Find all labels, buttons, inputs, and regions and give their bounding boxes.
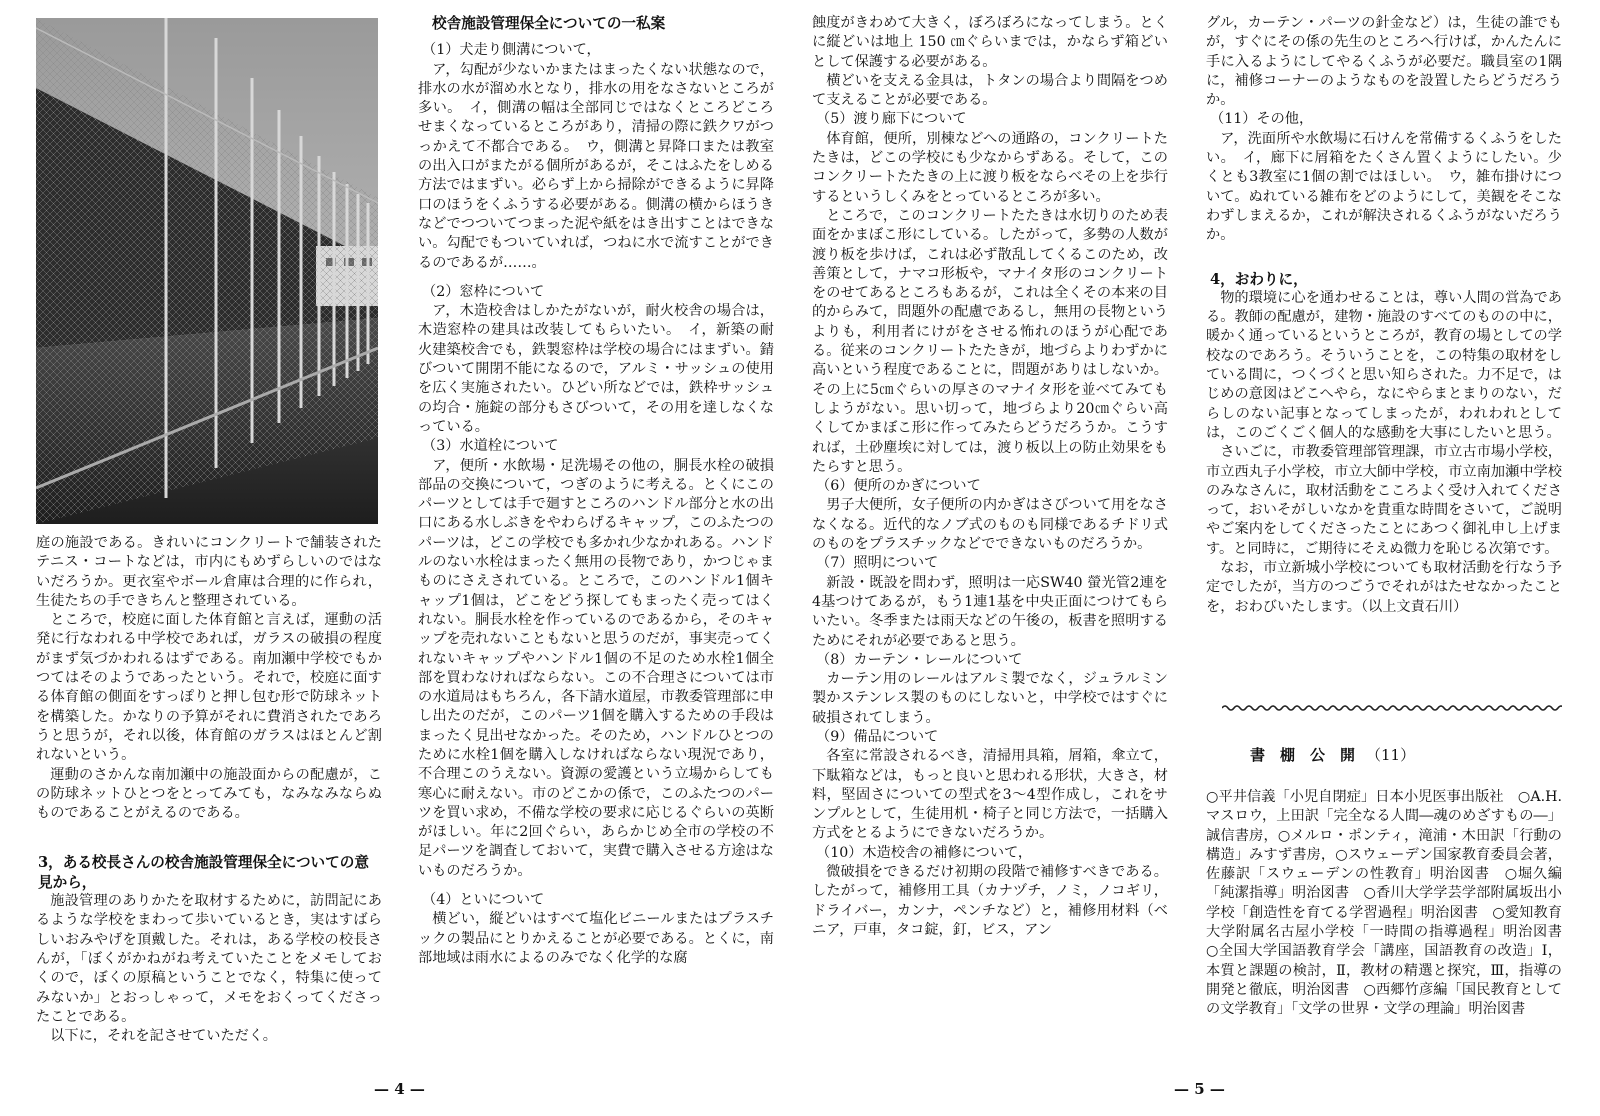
- item-heading: （11）その他，: [1210, 111, 1314, 128]
- paragraph: 各室に常設されるべき，清掃用具箱，屑箱，傘立て，下駄箱などは，もっと良いと思われる形状，大きさ，材料，堅固さについての型式を3～4型作成し，これをサンプルとして，生徒用机・椅子と同じ方法で，一括購入方式をとるようにできないだろうか。: [812, 748, 1168, 842]
- paragraph: 新設・既設を問わず，照明は一応SW40 螢光管2連を4基つけてあるが，もう1連1基を中央正面につけてもらいたい。冬季または雨天などの午後の，板書を照明するためにそれが必要であると思う。: [812, 574, 1168, 649]
- article-title: 校舎施設管理保全についての一私案: [432, 15, 666, 32]
- paragraph: ところで，このコンクリートたたきは水切りのため表面をかまぼこ形にしている。したがって，多勢の人数が渡り板を歩けば，これは必ず散乱してくるこのため，改善策として，ナマコ形板や，マナイタ形のコンクリートをのせてあるところもあるが，これは全くその本来の目的からみて，問題外の配慮であるし，無用の長物というよりも，利用者にけがをさせる怖れのほうが心配である。従来のコンクリートたたきが，地づらよりわずかに高いという程度であることに，問題がありはしないか。その上に5㎝ぐらいの厚さのマナイタ形を並べてみてもしようがない。思い切って，地づらより20㎝ぐらい高くしてかまぼこ形に作ってみたらどうだろうか。こうすれば，土砂塵埃に対しては，渡り板以上の防止効果をもたらすと思う。: [812, 207, 1168, 475]
- paragraph: 運動のさかんな南加瀬中の施設面からの配慮が，この防球ネットひとつをとってみても，なみなみならぬものであることがえるのである。: [36, 766, 382, 822]
- paragraph: 男子大便所，女子便所の内かぎはさびついて用をなさなくなる。近代的なノブ式のものも同様であるチドリ式のものをプラスチックなどでできないものだろうか。: [812, 497, 1168, 553]
- page-number-4: — 4 —: [374, 1080, 425, 1098]
- paragraph: ア，便所・水飲場・足洗場その他の，胴長水栓の破損部品の交換について，つぎのように考える。とくにこのパーツとしては手で廻すところのハンドル部分と水の出口にある水しぶきをやわらげるキャップ，このふたつのパーツは，どこの学校でも多かれ少なかれある。ハンドルのない水栓はまったく無用の長物であり，かつじゃまものにさえされている。ところで，このハンドル1個キャップ1個は，どこをどう探してもまったく売ってはくれない。胴長水栓を作っているのであるから，そのキャップを売れないこともないと思うのだが，事実売ってくれないキャップやハンドル1個の不足のため水栓1個全部を買わなければならない。この不合理さについては市の水道局はもちろん，各下請水道屋，市教委管理部に申し出たのだが，このパーツ1個を購入するための手段はまったく見出せなかった。そのため，ハンドルひとつのために水栓1個を購入しなければならない現況であり，不合理このうえない。資源の愛護という立場からしても寒心に耐えない。市のどこかの係で，このふたつのパーツを買い求め，不備な学校の要求に応じるぐらいの英断がほしい。年に2回ぐらい，あらかじめ全市の学校の不足パーツを調査しておいて，実費で購入させる方途はないものだろうか。: [418, 457, 774, 879]
- column-4: [1206, 14, 1562, 617]
- item-heading: （9）備品について: [816, 728, 939, 745]
- item-heading: （7）照明について: [816, 555, 939, 572]
- item-heading: （2）窓枠について: [422, 283, 545, 300]
- paragraph: なお，市立新城小学校についても取材活動を行なう予定でしたが，当方のつごうでそれがはたせなかったことを，おわびいたします。（以上文責石川）: [1206, 560, 1562, 615]
- paragraph: 施設管理のありかたを取材するために，訪問記にあるような学校をまわって歩いているとき，実はすばらしいおみやげを頂戴した。それは，ある学校の校長さんが，「ぼくがかねがね考えていたことをメモしておくので，ぼくの原稿ということでなく，特集に使ってみないか」とおっしゃって，メモをおくってくださったことである。: [36, 893, 382, 1025]
- paragraph: 以下に，それを記させていただく。: [50, 1028, 277, 1045]
- item-heading: （1）犬走り側溝について，: [422, 42, 601, 59]
- paragraph: 庭の施設である。きれいにコンクリートで舗装されたテニス・コートなどは，市内にもめずらしいのではないだろうか。更衣室やボール倉庫は合理的に作られ，生徒たちの手できちんと整理されている。: [36, 535, 382, 609]
- paragraph: ところで，校庭に面した体育館と言えば，運動の活発に行なわれる中学校であれば，ガラスの破損の程度がまず気づかわれるはずである。南加瀬中学校でもかつてはそのようであったという。それで，校庭に面する体育館の側面をすっぽりと押し包む形で防球ネットを構築した。かなりの予算がそれに費消されたであろうと思うが，それ以後，体育館のガラスはほとんど割れないという。: [36, 612, 382, 764]
- paragraph: 横どい，縦どいはすべて塩化ビニールまたはプラスチックの製品にとりかえることが必要である。とくに，南部地域は雨水によるのみでなく化学的な腐: [418, 911, 774, 966]
- item-heading: （10）木造校舎の補修について，: [816, 844, 1033, 861]
- column-1: [36, 534, 382, 1046]
- paragraph: 微破損をできるだけ初期の段階で補修すべきである。したがって，補修用工具（カナヅチ，ノミ，ノコギリ，ドライバー，カンナ，ペンチなど）と，補修用材料（ベニア，戸車，タコ錠，釘，ビス，アン: [812, 864, 1168, 938]
- item-heading: （8）カーテン・レールについて: [816, 651, 1023, 668]
- paragraph: グル，カーテン・パーツの針金など）は，生徒の誰でもが，すぐにその係の先生のところへ行けば，かんたんに手に入るようにしてやるくふうが必要だ。職員室の1隅に，補修コーナーのようなものを設置したらどうだろうか。: [1206, 15, 1562, 109]
- photo-tennis-court-fence: [36, 18, 378, 524]
- fence-photo-graphic: [36, 18, 378, 524]
- paragraph: 体育館，便所，別棟などへの通路の，コンクリートたたきは，どこの学校にも少なからずある。そして，このコンクリートたたきの上に渡り板をならべその上を歩行するというしくみをとっているところが多い。: [812, 130, 1168, 205]
- paragraph: ア，木造校舎はしかたがないが，耐火校舎の場合は，木造窓枠の建具は改装してもらいたい。 イ，新築の耐火建築校舎でも，鉄製窓枠は学校の場合にはまずい。錆びついて開閉不能になるので，アルミ・サッシュの使用を広く実施されたい。ひどい所などでは，鉄枠サッシュの均合・施錠の部分もさびついて，その用を達しなくなっている。: [418, 303, 774, 435]
- bookshelf-number: （11）: [1366, 746, 1416, 764]
- bookshelf-list: ○平井信義「小児自閉症」日本小児医事出版社 ○A.H.マスロウ，上田訳「完全なる人間―魂のめざすもの―」誠信書房，○メルロ・ポンティ，滝浦・木田訳「行動の構造」みすず書房，○スウェーデン国家教育委員会著，佐藤訳「スウェーデンの性教育」明治図書 ○堀久編「純潔指導」明治図書 ○香川大学学芸学部附属坂出小学校「創造性を育てる学習過程」明治図書 ○愛知教育大学附属名古屋小学校「一時間の指導過程」明治図書 ○全国大学国語教育学会「講座，国語教育の改造」Ⅰ，本質と課題の検討，Ⅱ，教材の精選と探究，Ⅲ，指導の開発と徹底，明治図書 ○西郷竹彦編「国民教育としての文学教育」「文学の世界・文学の理論」明治図書: [1206, 789, 1577, 1018]
- item-heading: （6）便所のかぎについて: [816, 478, 981, 495]
- page-number-5: — 5 —: [1174, 1080, 1225, 1098]
- section-4-heading: 4，おわりに，: [1210, 270, 1308, 288]
- bookshelf-header: [1206, 744, 1562, 774]
- paragraph: カーテン用のレールはアルミ製でなく，ジュラルミン製かステンレス製のものにしないと，中学校ではすぐに破損されてしまう。: [812, 671, 1168, 726]
- item-heading: （5）渡り廊下について: [816, 111, 967, 128]
- paragraph: ア，洗面所や水飲場に石けんを常備するくふうをしたい。 イ，廊下に屑箱をたくさん置くようにしたい。少くとも3教室に1個の割ではほしい。 ウ，雑布掛けについて。ぬれている雑布をどのようにして，美観をそこなわずしまえるか，これが解決されるくふうがないだろうか。: [1206, 130, 1562, 244]
- column-3: [812, 14, 1168, 940]
- bookshelf-title: 書 棚 公 開: [1250, 746, 1356, 764]
- section-3-heading: 3，ある校長さんの校舎施設管理保全についての意見から，: [38, 854, 369, 891]
- paragraph: ア，勾配が少ないかまたはまったくない状態なので，排水の水が溜め水となり，排水の用をなさないところが多い。 イ，側溝の幅は全部同じではなくところどころせまくなっているところがあり，清掃の際に鉄クワがつっかえて不都合である。 ウ，側溝と昇降口または教室の出入口がまたがる個所があるが，そこはふたをしめる方法ではまずい。必らず上から掃除ができるように昇降口のほうをくふうする必要がある。側溝の横からほうきなどでつついてつまった泥や紙をはき出すことはできない。勾配でもついていれば，つねに水で流すことができるのであるが……。: [418, 61, 774, 271]
- item-heading: （3）水道栓について: [422, 438, 559, 455]
- paragraph: さいごに，市教委管理部管理課，市立古市場小学校，市立西丸子小学校，市立大師中学校，市立南加瀬中学校のみなさんに，取材活動をこころよく受け入れてくださって，おいそがしいなかを貴重な時間をさいて，ご説明やご案内をしてくださったことにあつく御礼申し上げます。と同時に，ご期待にそえぬ微力を恥じる次第です。: [1206, 444, 1562, 557]
- bookshelf-section: [1206, 744, 1577, 1020]
- wavy-divider: [1222, 703, 1562, 713]
- paragraph: 横どいを支える金具は，トタンの場合より間隔をつめて支えることが必要である。: [812, 72, 1168, 109]
- paragraph: 物的環境に心を通わせることは，尊い人間の営為である。教師の配慮が，建物・施設のすべてのものの中に，暖かく通っているというところが，教育の場としての学校なのであろう。そういうことを，この特集の取材をしている間に，つくづくと思い知らされた。力不足で，はじめの意図はどこへやら，なにやらまとまりのない，だらしのない記事となってしまったが，われわれとしては，このごくごく個人的な感動を大事にしたいと思う。: [1206, 289, 1562, 441]
- item-heading: （4）といについて: [422, 892, 545, 909]
- paragraph: 蝕度がきわめて大きく，ぼろぼろになってしまう。とくに縦どいは地上 150 ㎝ぐらいまでは，かならず箱どいとして保護する必要がある。: [812, 15, 1168, 70]
- column-2: [418, 14, 774, 968]
